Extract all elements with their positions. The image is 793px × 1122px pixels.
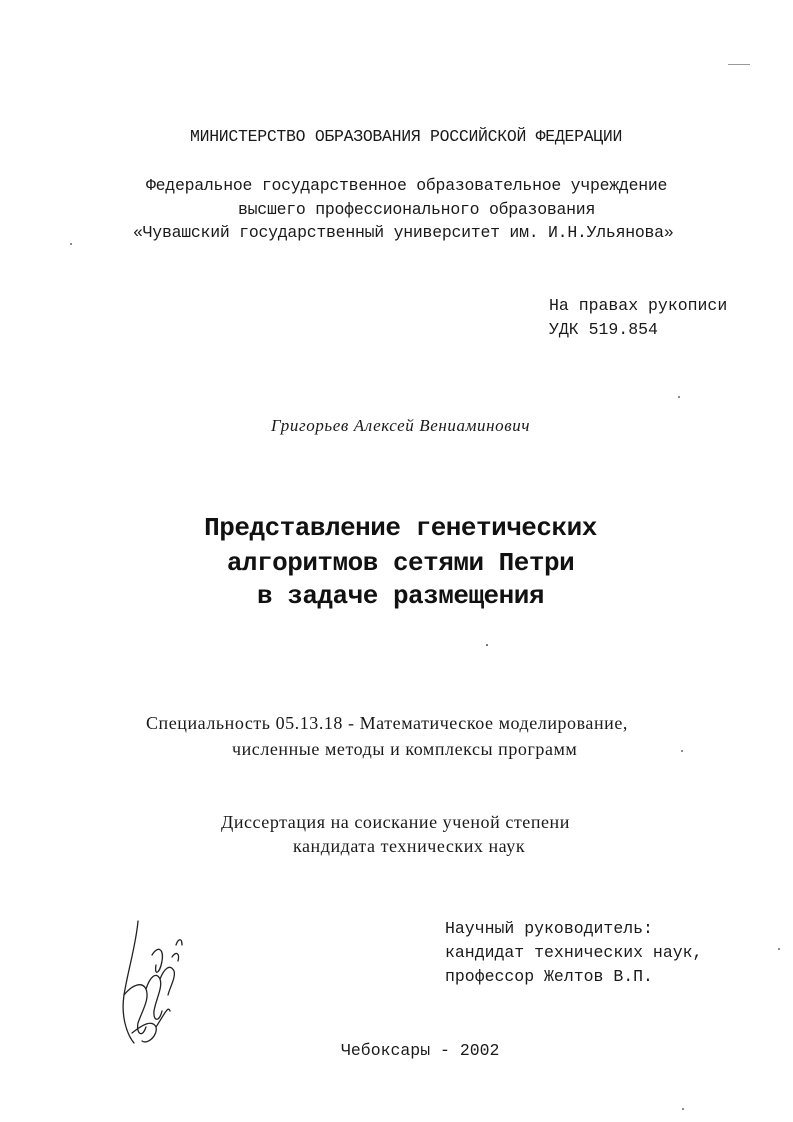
institution-line-3: «Чувашский государственный университет им. И.Н.Ульянова» [133,223,674,242]
degree-line-1: Диссертация на соискание ученой степени [221,812,570,832]
scan-speck [70,243,72,245]
city-and-year: Чебоксары - 2002 [341,1041,500,1060]
scan-edge-mark [728,64,750,65]
dissertation-title-line-2: алгоритмов сетями Петри [226,548,575,578]
supervisor-name: профессор Желтов В.П. [445,967,653,986]
dissertation-title-line-3: в задаче размещения [257,581,544,611]
author-name: Григорьев Алексей Вениаминович [271,416,531,435]
supervisor-degree: кандидат технических наук, [445,943,703,962]
udk-code: УДК 519.854 [549,320,658,339]
ministry-name: МИНИСТЕРСТВО ОБРАЗОВАНИЯ РОССИЙСКОЙ ФЕДЕРАЦИИ [190,127,623,146]
handwritten-signature [112,915,202,1055]
institution-line-2: высшего профессионального образования [238,200,596,219]
scan-speck [778,948,780,950]
manuscript-rights-label: На правах рукописи [549,296,728,315]
scan-speck [678,396,680,398]
scan-speck [486,644,488,646]
scan-speck [682,1108,684,1110]
scan-speck [681,750,683,752]
degree-line-2: кандидата технических наук [293,836,526,856]
institution-line-1: Федеральное государственное образовательное учреждение [146,176,668,195]
dissertation-title-line-1: Представление генетических [204,513,597,543]
specialty-line-2: численные методы и комплексы программ [232,739,578,759]
supervisor-label: Научный руководитель: [445,919,653,938]
specialty-line-1: Специальность 05.13.18 - Математическое моделирование, [146,713,628,733]
